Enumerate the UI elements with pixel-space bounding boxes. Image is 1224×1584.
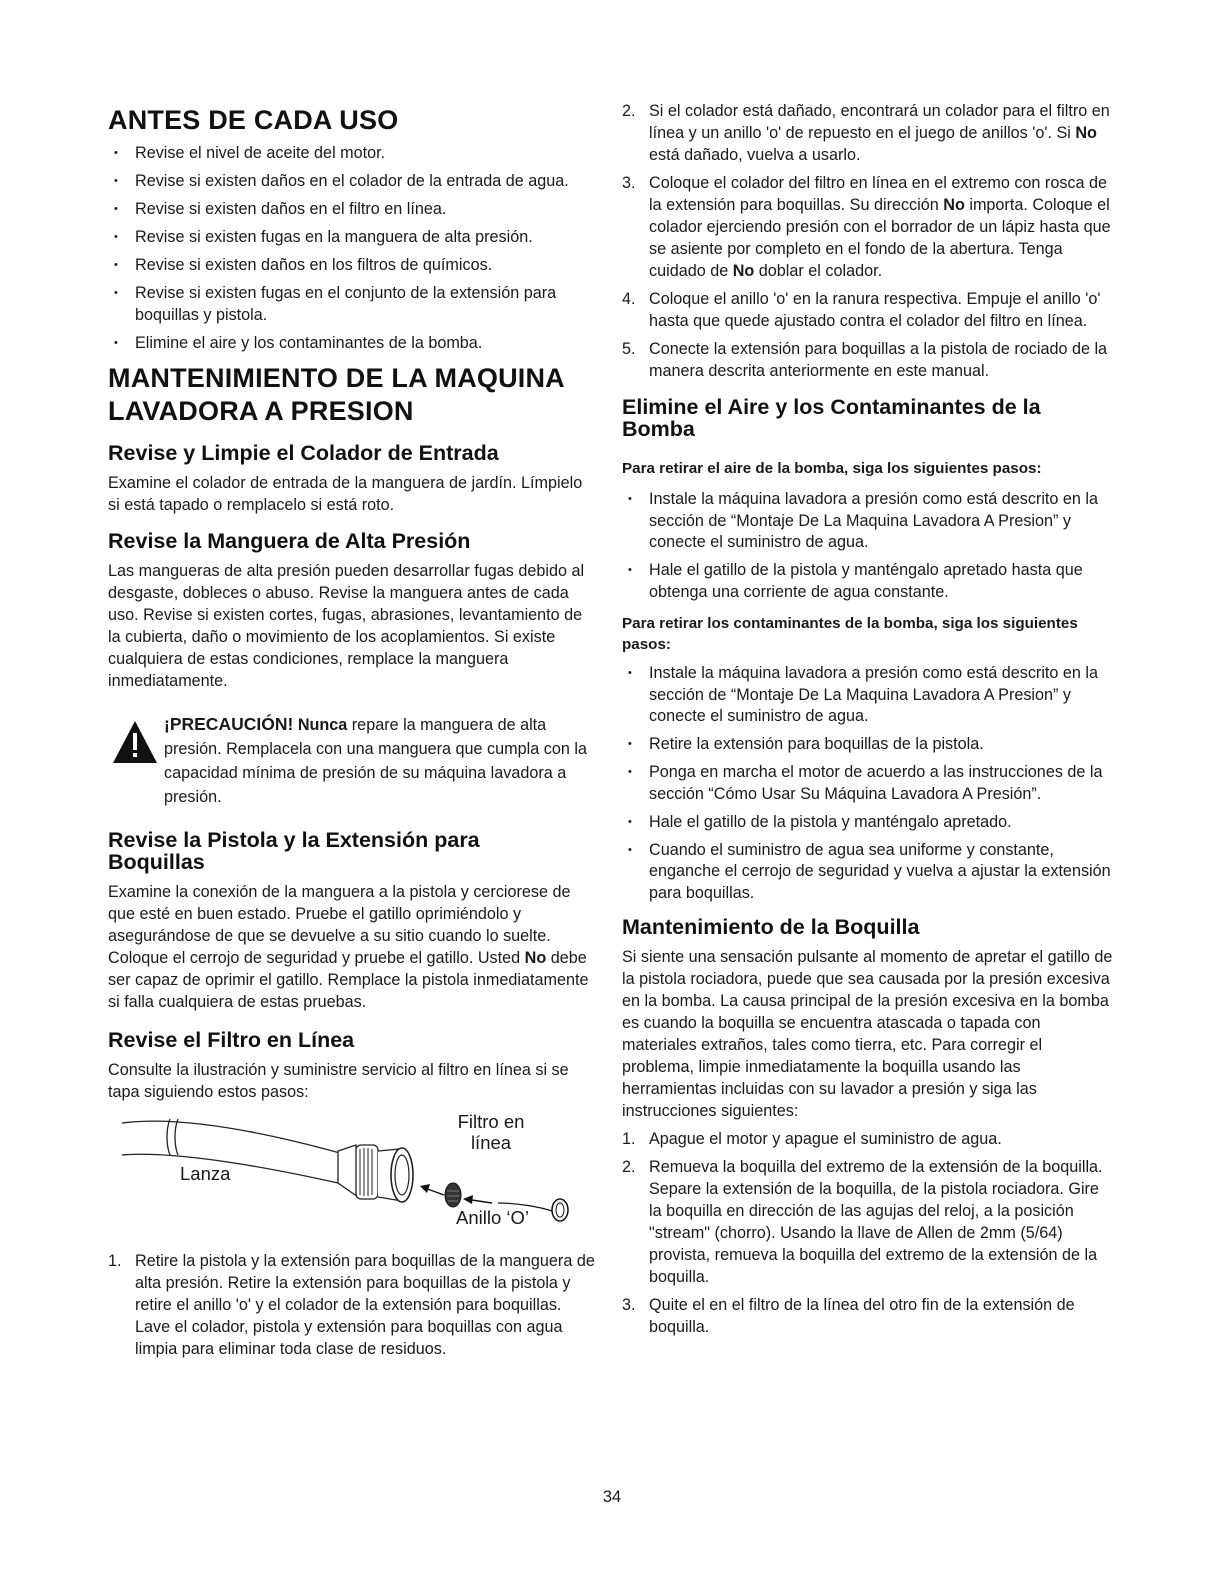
label-lanza: Lanza [180, 1163, 231, 1184]
step-bold: No [732, 262, 755, 280]
caution-block [108, 712, 596, 809]
step-number: 3. [622, 1296, 636, 1314]
boquilla-steps [622, 1128, 1114, 1338]
step-number: 3. [622, 174, 636, 192]
caution-lead: ¡PRECAUCIÓN! [164, 714, 294, 734]
antes-list [108, 143, 596, 354]
mantenimiento-title: MANTENIMIENTO DE LA MAQUINA LAVADORA A PRESION [108, 363, 564, 426]
list-item: • Revise si existen daños en los filtros de químicos. [108, 255, 596, 277]
caution-nunca: Nunca [297, 716, 348, 734]
list-item: • Cuando el suministro de agua sea uniforme y constante, enganche el cerrojo de seguridad y vuelva a ajustar la extensión para boquillas. [622, 840, 1114, 905]
manguera-title: Revise la Manguera de Alta Presión [108, 529, 471, 553]
aire-title: Elimine el Aire y los Contaminantes de la Bomba [622, 395, 1041, 441]
step-number: 1. [622, 1130, 636, 1148]
page-number: 34 [602, 1488, 622, 1506]
filtro-title: Revise el Filtro en Línea [108, 1028, 355, 1052]
step-number: 2. [622, 102, 636, 120]
step-text: doblar el colador. [758, 262, 883, 280]
list-item [622, 100, 1114, 166]
warning-triangle-icon [112, 720, 158, 764]
label-filtro: Filtro en línea [457, 1111, 525, 1153]
pistola-text-a: Examine la conexión de la manguera a la pistola y cerciorese de que esté en buen estado. Pruebe el gatillo oprimiéndolo y asegurándose de que se devuelve a su sitio cuando lo suelte. Coloque el cerrojo de seguridad y pruebe el gatillo. Usted [108, 883, 571, 967]
step-text: Coloque el colador del filtro en línea en el extremo con rosca de la extensión para boquillas. Su dirección [649, 174, 1108, 214]
list-item: • Revise el nivel de aceite del motor. [108, 143, 596, 165]
list-item [622, 288, 1114, 332]
list-item [622, 1294, 1114, 1338]
list-item: • Elimine el aire y los contaminantes de la bomba. [108, 333, 596, 355]
step-text: importa. Coloque el colador ejerciendo presión con el borrador de un lápiz hasta que se asiente por completo en el fondo de la abertura. Tenga cuidado de [649, 196, 1111, 280]
manguera-text: Las mangueras de alta presión pueden desarrollar fugas debido al desgaste, dobleces o abuso. Revise la manguera antes de cada uso. Revise si existen cortes, fugas, abrasiones, levantamiento de la cubierta, daño o movimiento de los acoplamientos. Si existe cualquiera de estas condiciones, remplace la manguera inmediatamente. [108, 562, 585, 690]
pistola-text-bold: No [524, 949, 547, 967]
list-item: • Revise si existen daños en el filtro en línea. [108, 199, 596, 221]
step-bold: No [1075, 124, 1097, 142]
filtro-illustration [108, 1111, 578, 1236]
aire-lead: Para retirar el aire de la bomba, siga los siguientes pasos: [622, 460, 1042, 477]
aire-list [622, 489, 1114, 603]
list-item [622, 1156, 1114, 1288]
colador-title: Revise y Limpie el Colador de Entrada [108, 441, 499, 465]
label-anillo: Anillo ‘O’ [456, 1207, 529, 1228]
step-text: Retire la pistola y la extensión para boquillas de la manguera de alta presión. Retire la extensión para boquillas de la pistola y retire el anillo 'o' y el colador de la extensión para boquillas. Lave el colador, pistola y extensión para boquillas con agua limpia para eliminar toda clase de residuos. [135, 1252, 595, 1358]
list-item: • Revise si existen fugas en el conjunto de la extensión para boquillas y pistola. [108, 283, 596, 326]
antes-title: ANTES DE CADA USO [108, 105, 399, 135]
list-item: • Hale el gatillo de la pistola y manténgalo apretado. [622, 812, 1114, 834]
step-text: Quite el en el filtro de la línea del otro fin de la extensión de boquilla. [649, 1296, 1075, 1336]
list-item [622, 338, 1114, 382]
step-number: 2. [622, 1158, 636, 1176]
list-item: • Revise si existen daños en el colador de la entrada de agua. [108, 171, 596, 193]
list-item: • Hale el gatillo de la pistola y manténgalo apretado hasta que obtenga una corriente de agua constante. [622, 560, 1114, 603]
step-text: Remueva la boquilla del extremo de la extensión de la boquilla. Separe la extensión de la boquilla, de la pistola rociadora. Gire la boquilla en dirección de las agujas del reloj, a la posición "stream" (chorro). Usando la llave de Allen de 2mm (5/64) provista, remueva la boquilla del extremo de la extensión de la boquilla. [649, 1158, 1103, 1286]
list-item [622, 1128, 1114, 1150]
filtro-text: Consulte la ilustración y suministre servicio al filtro en línea si se tapa siguiendo estos pasos: [108, 1061, 569, 1101]
step-bold: No [943, 196, 965, 214]
list-item [108, 1250, 596, 1360]
step-text: Si el colador está dañado, encontrará un colador para el filtro en línea y un anillo 'o' de repuesto en el juego de anillos 'o'. Si [649, 102, 1110, 142]
list-item [622, 172, 1114, 282]
caution-text: repare la manguera de alta presión. Remplacela con una manguera que cumpla con la capacidad mínima de presión de su máquina lavadora a presión. [164, 716, 587, 806]
boquilla-text: Si siente una sensación pulsante al momento de apretar el gatillo de la pistola rociadora, puede que sea causada por la presión excesiva en la bomba. La causa principal de la presión excesiva en la bomba es cuando la boquilla se encuentra atascada o tapada con materiales extraños, tales como tierra, etc. Para corregir el problema, limpie inmediatamente la boquilla usando las herramientas incluidas con su lavador a presión y siga las instrucciones siguientes: [622, 948, 1113, 1120]
step-number: 1. [108, 1252, 122, 1270]
list-item: • Instale la máquina lavadora a presión como está descrito en la sección de “Montaje De La Maquina Lavadora A Presion” y conecte el suministro de agua. [622, 489, 1114, 554]
pistola-title: Revise la Pistola y la Extensión para Boquillas [108, 828, 480, 874]
step-text: está dañado, vuelva a usarlo. [649, 146, 861, 164]
step-text: Apague el motor y apague el suministro de agua. [649, 1130, 1002, 1148]
contaminantes-lead: Para retirar los contaminantes de la bomba, siga los siguientes pasos: [622, 615, 1078, 653]
step-text: Conecte la extensión para boquillas a la pistola de rociado de la manera descrita anteriormente en este manual. [649, 340, 1108, 380]
right-column [622, 100, 1114, 1344]
boquilla-title: Mantenimiento de la Boquilla [622, 915, 920, 939]
step-number: 5. [622, 340, 636, 358]
list-item: • Retire la extensión para boquillas de la pistola. [622, 734, 1114, 756]
filtro-steps-right [622, 100, 1114, 382]
filtro-steps-left [108, 1250, 596, 1360]
list-item: • Ponga en marcha el motor de acuerdo a las instrucciones de la sección “Cómo Usar Su Máquina Lavadora A Presión”. [622, 762, 1114, 805]
list-item: • Instale la máquina lavadora a presión como está descrito en la sección de “Montaje De La Maquina Lavadora A Presion” y conecte el suministro de agua. [622, 663, 1114, 728]
step-text: Coloque el anillo 'o' en la ranura respectiva. Empuje el anillo 'o' hasta que quede ajustado contra el colador del filtro en línea. [649, 290, 1101, 330]
left-column [108, 100, 596, 1366]
list-item: • Revise si existen fugas en la manguera de alta presión. [108, 227, 596, 249]
pistola-text-b: debe ser capaz de oprimir el gatillo. Remplace la pistola inmediatamente si falla cualquiera de estas pruebas. [108, 949, 589, 1011]
step-number: 4. [622, 290, 636, 308]
colador-text: Examine el colador de entrada de la manguera de jardín. Límpielo si está tapado o remplacelo si está roto. [108, 474, 583, 514]
pistola-text [108, 881, 596, 1013]
contaminantes-list [622, 663, 1114, 904]
